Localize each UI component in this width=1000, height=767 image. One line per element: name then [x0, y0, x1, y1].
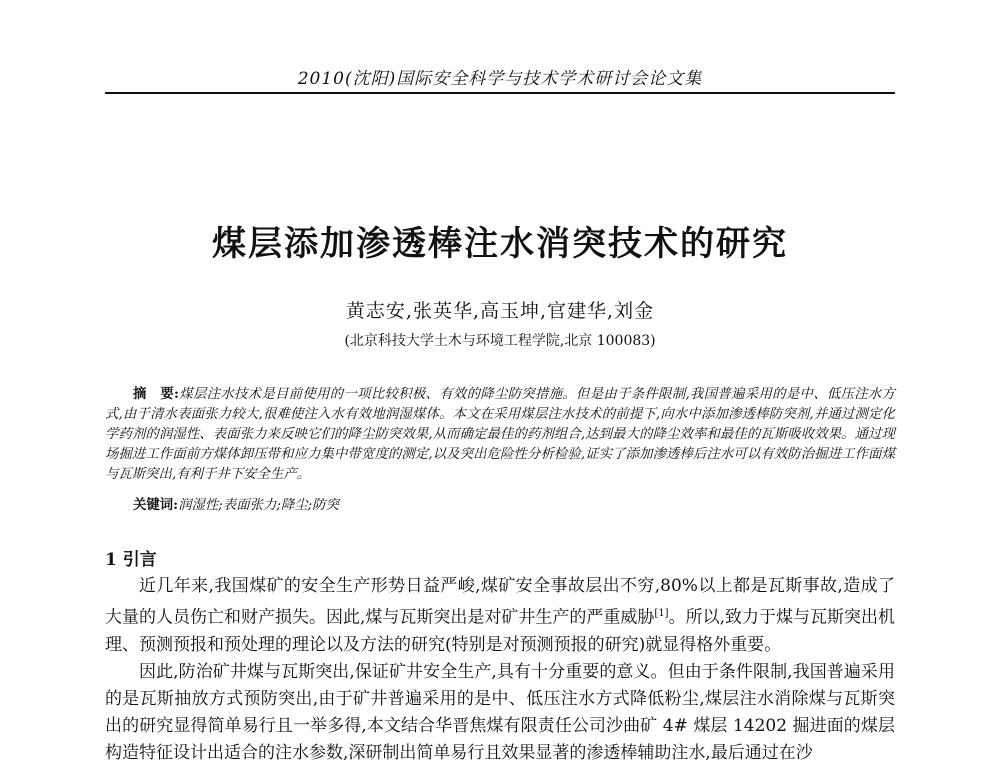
author-list: 黄志安,张英华,高玉坤,官建华,刘金 — [345, 300, 655, 322]
paragraph-text: 。所以,致力于煤与瓦斯突出机理、预测预报和预处理的理论以及方法的研究(特别是对预测预报的研究)就显得格外重要。 — [105, 607, 896, 655]
affiliation: (北京科技大学土木与环境工程学院,北京 100083) — [344, 333, 656, 349]
paragraph-text: 因此,防治矿井煤与瓦斯突出,保证矿井安全生产,具有十分重要的意义。但由于条件限制,我国普遍采用的是瓦斯抽放方式预防突出,由于矿井普遍采用的是中、低压注水方式降低粉尘,煤层注水消除煤与瓦斯突出的研究显得简单易行且一举多得,本文结合华晋焦煤有限责任公司沙曲矿 4# 煤层 14202 掘进面的煤层构造特征设计出适合的注水参数,深研制出简单易行且效果显著的渗透棒辅助注水,最后通过在沙 — [105, 661, 895, 763]
abstract-label: 摘 要: — [133, 386, 179, 402]
keywords-text: 润湿性;表面张力;降尘;防突 — [178, 498, 339, 513]
section-heading: 1 引言 — [105, 550, 157, 570]
header-divider — [105, 92, 895, 94]
abstract — [105, 384, 895, 485]
body-text — [105, 573, 895, 767]
citation-ref: [1] — [654, 608, 669, 619]
abstract-text: 煤层注水技术是目前使用的一项比较积极、有效的降尘防突措施。但是由于条件限制,我国普遍采用的是中、低压注水方式,由于清水表面张力较大,很难使注入水有效地润湿煤体。本文在采用煤层注水技术的前提下,向水中添加渗透棒防突剂,并通过测定化学药剂的润湿性、表面张力来反映它们的降尘防突效果,从而确定最佳的药剂组合,达到最大的降尘效率和最佳的瓦斯吸收效果。通过现场掘进工作面前方煤体卸压带和应力集中带宽度的测定,以及突出危险性分析检验,证实了添加渗透棒后注水可以有效防治掘进工作面煤与瓦斯突出,有利于井下安全生产。 — [105, 387, 895, 482]
running-header: 2010(沈阳)国际安全科学与技术学术研讨会论文集 — [297, 69, 703, 89]
keywords — [133, 494, 893, 513]
keywords-label: 关键词: — [133, 497, 179, 513]
paragraph — [105, 573, 895, 659]
paragraph — [105, 659, 895, 767]
paper-title: 煤层添加渗透棒注水消突技术的研究 — [212, 224, 788, 264]
paragraph-text: 近几年来,我国煤矿的安全生产形势日益严峻,煤矿安全事故层出不穷,80%以上都是瓦斯事故,造成了大量的人员伤亡和财产损失。因此,煤与瓦斯突出是对矿井生产的严重威胁 — [105, 576, 895, 628]
